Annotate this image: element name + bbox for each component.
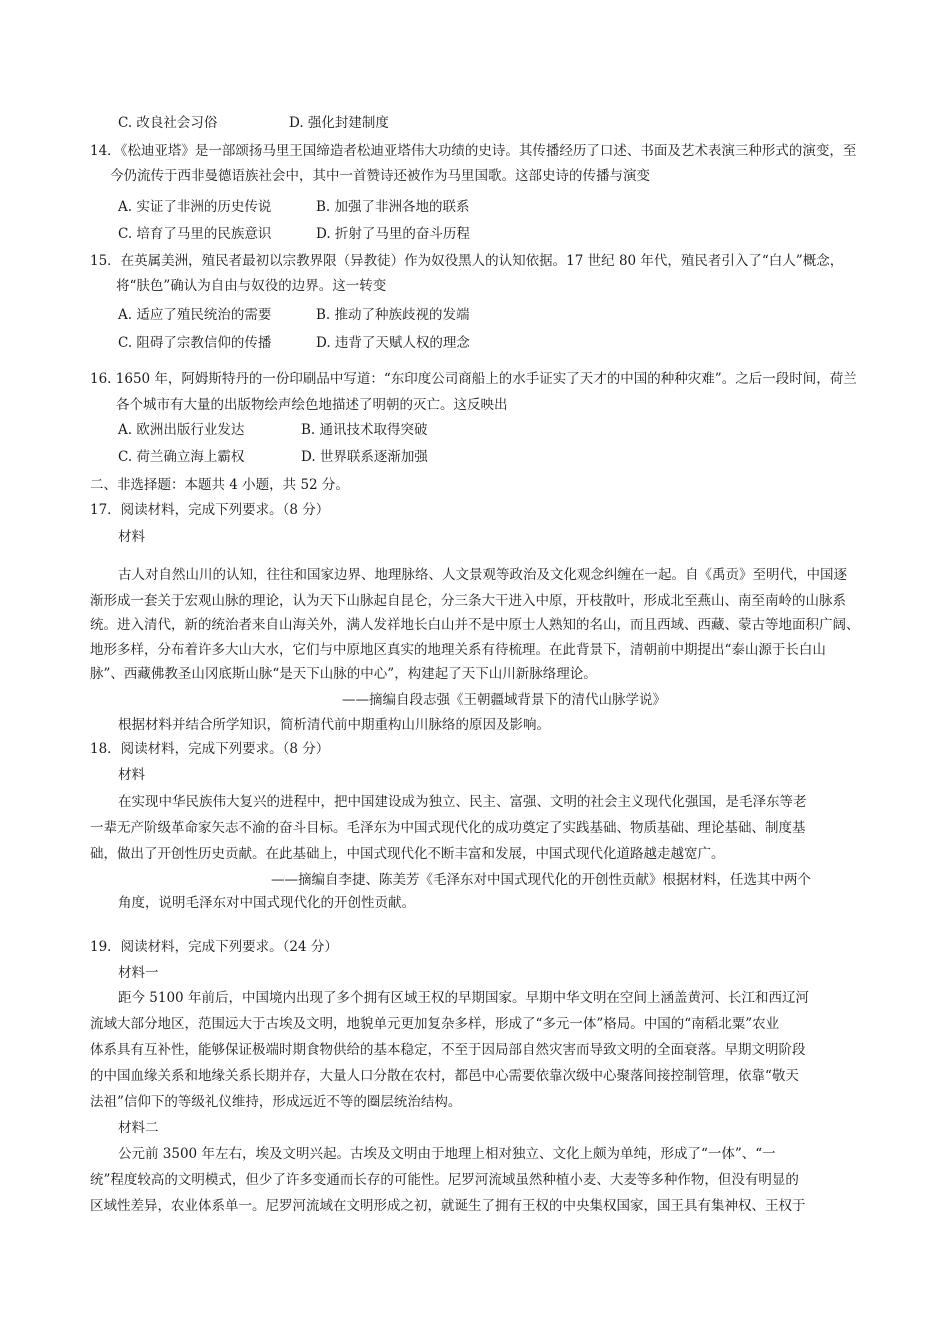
q15-option-c[interactable]: C. 阻碍了宗教信仰的传播 <box>118 335 272 351</box>
q18-material-line1: 在实现中华民族伟大复兴的进程中，把中国建设成为独立、民主、富强、文明的社会主义现代化强国，是毛泽东等老 <box>118 794 807 810</box>
q17-material-line3: 统。进入清代，新的统治者来自山海关外，满人发祥地长白山并不是中原士人熟知的名山，而且西域、西藏、蒙古等地面积广阔、 <box>90 617 860 633</box>
q19-material1-line5: 法祖”信仰下的等级礼仪维持，形成远近不等的圈层统治结构。 <box>90 1094 462 1110</box>
q19-material1-label: 材料一 <box>118 965 159 981</box>
q17-material-line1: 古人对自然山川的认知，往往和国家边界、地理脉络、人文景观等政治及文化观念纠缠在一起。自《禹贡》至明代，中国逐 <box>118 567 847 583</box>
q15-option-b[interactable]: B. 推动了种族歧视的发端 <box>316 307 470 323</box>
q16-option-c[interactable]: C. 荷兰确立海上霸权 <box>118 449 245 465</box>
q14-stem-line2: 今仍流传于西非曼德语族社会中，其中一首赞诗还被作为马里国歌。这部史诗的传播与演变 <box>110 168 650 184</box>
q19-material1-line1: 距今 5100 年前后，中国境内出现了多个拥有区域王权的早期国家。早期中华文明在空间上涵盖黄河、长江和西辽河 <box>118 990 809 1006</box>
q17-header: 17．阅读材料，完成下列要求。（8 分） <box>90 502 330 518</box>
q16-stem-line2: 各个城市有大量的出版物绘声绘色地描述了明朝的灭亡。这反映出 <box>116 397 508 413</box>
q18-question: 角度，说明毛泽东对中国式现代化的开创性贡献。 <box>118 895 415 911</box>
q19-material2-label: 材料二 <box>118 1120 159 1136</box>
q16-option-d[interactable]: D. 世界联系逐渐加强 <box>301 449 428 465</box>
q16-option-b[interactable]: B. 通讯技术取得突破 <box>301 422 428 438</box>
q18-material-label: 材料 <box>118 767 145 783</box>
q15-stem-line1: 15．在英属美洲，殖民者最初以宗教界限（异教徒）作为奴役黑人的认知依据。17 世纪 80 年代，殖民者引入了“白人”概念， <box>90 253 844 269</box>
q19-material1-line4: 的中国血缘关系和地缘关系长期并存，大量人口分散在农村，都邑中心需要依靠次级中心聚落间接控制管理，依靠“敬天 <box>90 1068 799 1084</box>
q19-header: 19．阅读材料，完成下列要求。（24 分） <box>90 939 338 955</box>
q19-material1-line3: 体系具有互补性，能够保证极端时期食物供给的基本稳定，不至于因局部自然灾害而导致文明的全面衰落。早期文明阶段 <box>90 1042 806 1058</box>
q18-material-line2: 一辈无产阶级革命家矢志不渝的奋斗目标。毛泽东为中国式现代化的成功奠定了实践基础、物质基础、理论基础、制度基 <box>90 820 806 836</box>
q18-material-line3: 础，做出了开创性历史贡献。在此基础上，中国式现代化不断丰富和发展，中国式现代化道路越走越宽广。 <box>90 846 725 862</box>
q18-source-question: ——摘编自李捷、陈美芳《毛泽东对中国式现代化的开创性贡献》根据材料，任选其中两个 <box>271 872 811 888</box>
q17-question: 根据材料并结合所学知识，简析清代前中期重构山川脉络的原因及影响。 <box>118 717 550 733</box>
q14-option-b[interactable]: B. 加强了非洲各地的联系 <box>316 199 470 215</box>
q19-material2-line3: 区域性差异，农业体系单一。尼罗河流域在文明形成之初，就诞生了拥有王权的中央集权国家，国王具有集神权、王权于 <box>90 1198 806 1214</box>
q15-option-d[interactable]: D. 违背了天赋人权的理念 <box>316 335 470 351</box>
section-heading: 二、非选择题：本题共 4 小题，共 52 分。 <box>90 477 349 493</box>
q17-material-line2: 渐形成一套关于宏观山脉的理论，认为天下山脉起自昆仑，分三条大干进入中原，开枝散叶，形成北至燕山、南至南岭的山脉系 <box>90 593 846 609</box>
q19-material1-line2: 流域大部分地区，范围远大于古埃及文明，地貌单元更加复杂多样，形成了“多元一体”格局。中国的“南稻北粟”农业 <box>90 1016 780 1032</box>
q17-material-line5: 脉”、西藏佛教圣山冈底斯山脉“是天下山脉的中心”，构建起了天下山川新脉络理论。 <box>90 666 597 682</box>
q16-option-a[interactable]: A. 欧洲出版行业发达 <box>118 422 245 438</box>
q16-stem-line1: 16. 1650 年，阿姆斯特丹的一份印刷品中写道：“东印度公司商船上的水手证实了天才的中国的种种灾难”。之后一段时间，荷兰 <box>90 371 857 387</box>
q17-material-line4: 地形多样，分布着许多大山大水，它们与中原地区真实的地理关系有待梳理。在此背景下，清朝前中期提出“泰山源于长白山 <box>90 642 826 658</box>
q14-option-a[interactable]: A. 实证了非洲的历史传说 <box>118 199 272 215</box>
q19-material2-line2: 统”程度较高的文明模式，但少了许多变通而长存的可能性。尼罗河流域虽然种植小麦、大麦等多种作物，但没有明显的 <box>90 1172 799 1188</box>
q14-option-c[interactable]: C. 培育了马里的民族意识 <box>118 226 272 242</box>
q17-material-label: 材料 <box>118 529 145 545</box>
q14-option-d[interactable]: D. 折射了马里的奋斗历程 <box>316 226 470 242</box>
q19-material2-line1: 公元前 3500 年左右，埃及文明兴起。古埃及文明由于地理上相对独立、文化上颇为单纯，形成了“一体”、“一 <box>118 1146 776 1162</box>
q18-header: 18．阅读材料，完成下列要求。（8 分） <box>90 741 330 757</box>
q13-option-c[interactable]: C. 改良社会习俗 <box>118 115 218 131</box>
q14-stem-line1: 14．《松迪亚塔》是一部颂扬马里王国缔造者松迪亚塔伟大功绩的史诗。其传播经历了口述、书面及艺术表演三种形式的演变，至 <box>90 143 857 159</box>
q13-option-d[interactable]: D. 强化封建制度 <box>289 115 389 131</box>
q17-source: ——摘编自段志强《王朝疆域背景下的清代山脉学说》 <box>342 692 666 708</box>
q15-option-a[interactable]: A. 适应了殖民统治的需要 <box>118 307 272 323</box>
q15-stem-line2: 将“肤色”确认为自由与奴役的边界。这一转变 <box>116 278 387 294</box>
